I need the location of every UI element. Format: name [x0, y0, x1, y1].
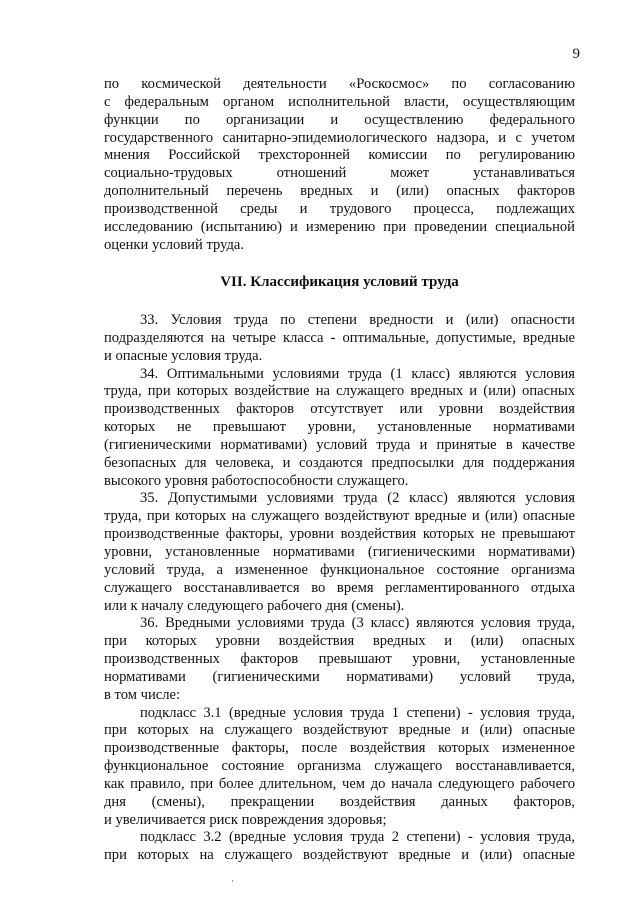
- text-line: 35. Допустимыми условиями труда (2 класс) являются условия: [140, 490, 575, 507]
- paragraph: [104, 829, 575, 865]
- text-line: мнения Российской трехсторонней комиссии по регулированию: [104, 147, 575, 164]
- text-line: подкласс 3.1 (вредные условия труда 1 степени) - условия труда,: [140, 704, 575, 721]
- text-line: производственных факторов превышают уровни, установленные: [104, 651, 575, 668]
- text-line: функции по организации и осуществлению федерального: [104, 111, 575, 128]
- text-line: условий труда, а измененное функциональное состояние организма: [104, 561, 575, 578]
- text-line: 34. Оптимальными условиями труда (1 класс) являются условия: [140, 365, 575, 382]
- scan-speck: [232, 880, 233, 882]
- paragraph: [104, 366, 575, 491]
- text-line: нормативами (гигиеническими нормативами) условий труда,: [104, 668, 575, 685]
- text-line: производственные факторы, после воздействия которых измененное: [104, 740, 575, 757]
- text-line: в том числе:: [104, 686, 181, 703]
- text-line: как правило, при более длительном, чем до начала следующего рабочего: [104, 775, 575, 792]
- text-line: функциональное состояние организма служащего восстанавливается,: [104, 758, 575, 775]
- text-line: которых не превышают уровни, установленные нормативами: [104, 419, 575, 436]
- text-line: служащего восстанавливается во время регламентированного отдыха: [104, 579, 575, 596]
- page-number: 9: [572, 46, 580, 62]
- paragraph: [104, 490, 575, 615]
- text-line: при которых на служащего воздействуют вредные и (или) опасные: [104, 722, 575, 739]
- text-line: с федеральным органом исполнительной власти, осуществляющим: [104, 93, 575, 110]
- text-line: оценки условий труда.: [104, 236, 245, 253]
- text-line: 33. Условия труда по степени вредности и (или) опасности: [140, 312, 575, 328]
- text-line: при которых на служащего воздействуют вредные и (или) опасные: [104, 847, 575, 864]
- text-line: безопасных для человека, и создаются предпосылки для поддержания: [104, 454, 575, 471]
- text-line: производственных факторов отсутствует или уровни воздействия: [104, 401, 575, 418]
- text-line: по космической деятельности «Роскосмос» по согласованию: [104, 76, 575, 92]
- text-line: подразделяются на четыре класса - оптимальные, допустимые, вредные: [104, 329, 575, 346]
- text-line: дополнительный перечень вредных и (или) опасных факторов: [104, 183, 575, 200]
- text-line: 36. Вредными условиями труда (3 класс) являются условия труда,: [140, 615, 575, 632]
- text-line: государственного санитарно-эпидемиологического надзора, и с учетом: [104, 129, 575, 146]
- text-line: исследованию (испытанию) и измерению при проведении специальной: [104, 218, 575, 235]
- text-line: производственной среды и трудового процесса, подлежащих: [104, 200, 575, 217]
- text-line: (гигиеническими нормативами) условий труда и принятые в качестве: [104, 436, 575, 453]
- text-line: и увеличивается риск повреждения здоровья;: [104, 811, 387, 828]
- section-body: [104, 312, 575, 865]
- text-line: производственные факторы, уровни воздействия которых не превышают: [104, 526, 575, 543]
- text-line: или к началу следующего рабочего дня (смены).: [104, 597, 405, 614]
- paragraph: [104, 615, 575, 704]
- text-line: труда, при которых на служащего воздействуют вредные и (или) опасные: [104, 508, 575, 525]
- intro-paragraph: [104, 76, 575, 254]
- text-line: подкласс 3.2 (вредные условия труда 2 степени) - условия труда,: [140, 829, 575, 846]
- paragraph: [104, 705, 575, 830]
- section-heading: VII. Классификация условий труда: [220, 274, 459, 290]
- text-line: дня (смены), прекращении воздействия данных факторов,: [104, 793, 575, 810]
- text-line: труда, при которых воздействие на служащего вредных и (или) опасных: [104, 383, 575, 400]
- text-line: уровни, установленные нормативами (гигиеническими нормативами): [104, 543, 575, 560]
- text-line: и опасные условия труда.: [104, 347, 263, 364]
- text-line: социально-трудовых отношений может устанавливаться: [104, 165, 575, 182]
- paragraph: [104, 312, 575, 366]
- text-line: высокого уровня работоспособности служащего.: [104, 472, 409, 489]
- text-line: при которых уровни воздействия вредных и (или) опасных: [104, 633, 575, 650]
